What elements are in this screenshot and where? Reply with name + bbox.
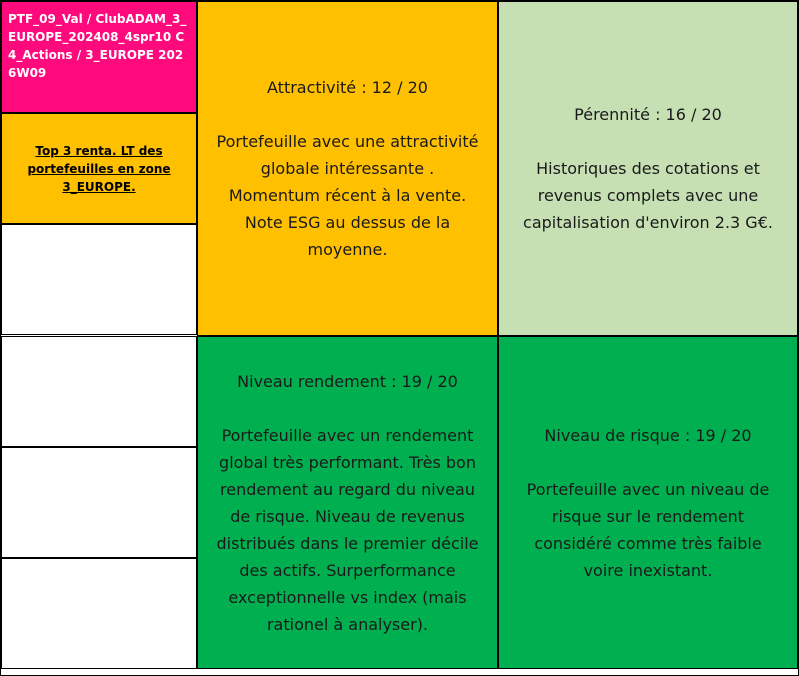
risque-body-line: considéré comme très faible	[534, 533, 762, 553]
attractivite-cell	[197, 1, 498, 336]
perennite-heading: Pérennité : 16 / 20	[574, 105, 722, 124]
portfolio-subtitle-cell	[1, 113, 197, 224]
rendement-body-line: des actifs. Surperformance	[239, 560, 456, 580]
rendement-cell	[197, 336, 498, 669]
empty-cell	[1, 336, 197, 447]
risque-body	[527, 476, 770, 584]
risque-heading: Niveau de risque : 19 / 20	[544, 425, 752, 445]
portfolio-title: PTF_09_Val / ClubADAM_3_EUROPE_202408_4spr10 C4_Actions / 3_EUROPE 2026W09	[8, 12, 187, 80]
attractivite-body-line: Momentum récent à la vente.	[228, 186, 467, 205]
attractivite-body	[217, 128, 479, 263]
attractivite-body-line: moyenne.	[307, 240, 388, 259]
empty-cell	[1, 447, 197, 558]
rendement-heading: Niveau rendement : 19 / 20	[237, 371, 458, 391]
perennite-body-line: capitalisation d'environ 2.3 G€.	[523, 213, 773, 232]
portfolio-subtitle: Top 3 renta. LT des portefeuilles en zone 3_EUROPE.	[27, 143, 171, 194]
risque-cell	[498, 336, 798, 669]
rendement-body-line: distribués dans le premier décile	[216, 533, 479, 553]
perennite-cell	[498, 1, 798, 336]
rendement-body-line: rationel à analyser).	[266, 614, 429, 634]
attractivite-heading: Attractivité : 12 / 20	[267, 78, 428, 97]
attractivite-body-line: Note ESG au dessus de la	[244, 213, 451, 232]
rendement-body-line: global très performant. Très bon	[219, 452, 476, 472]
rendement-body-line: exceptionnelle vs index (mais	[228, 587, 467, 607]
attractivite-body-line: globale intéressante .	[260, 159, 435, 178]
attractivite-body-line: Portefeuille avec une attractivité	[216, 132, 479, 151]
empty-cell	[1, 558, 197, 669]
portfolio-title-cell	[1, 1, 197, 113]
rendement-body-line: de risque. Niveau de revenus	[230, 506, 465, 526]
rendement-body-line: rendement au regard du niveau	[220, 479, 475, 499]
empty-cell	[1, 224, 197, 335]
rendement-body-line: Portefeuille avec un rendement	[221, 425, 474, 445]
perennite-body-line: Historiques des cotations et	[536, 159, 760, 178]
rendement-body	[217, 422, 479, 638]
perennite-body-line: revenus complets avec une	[537, 186, 759, 205]
risque-body-line: Portefeuille avec un niveau de	[526, 479, 770, 499]
perennite-body	[523, 155, 773, 236]
risque-body-line: risque sur le rendement	[551, 506, 745, 526]
risque-body-line: voire inexistant.	[583, 560, 713, 580]
